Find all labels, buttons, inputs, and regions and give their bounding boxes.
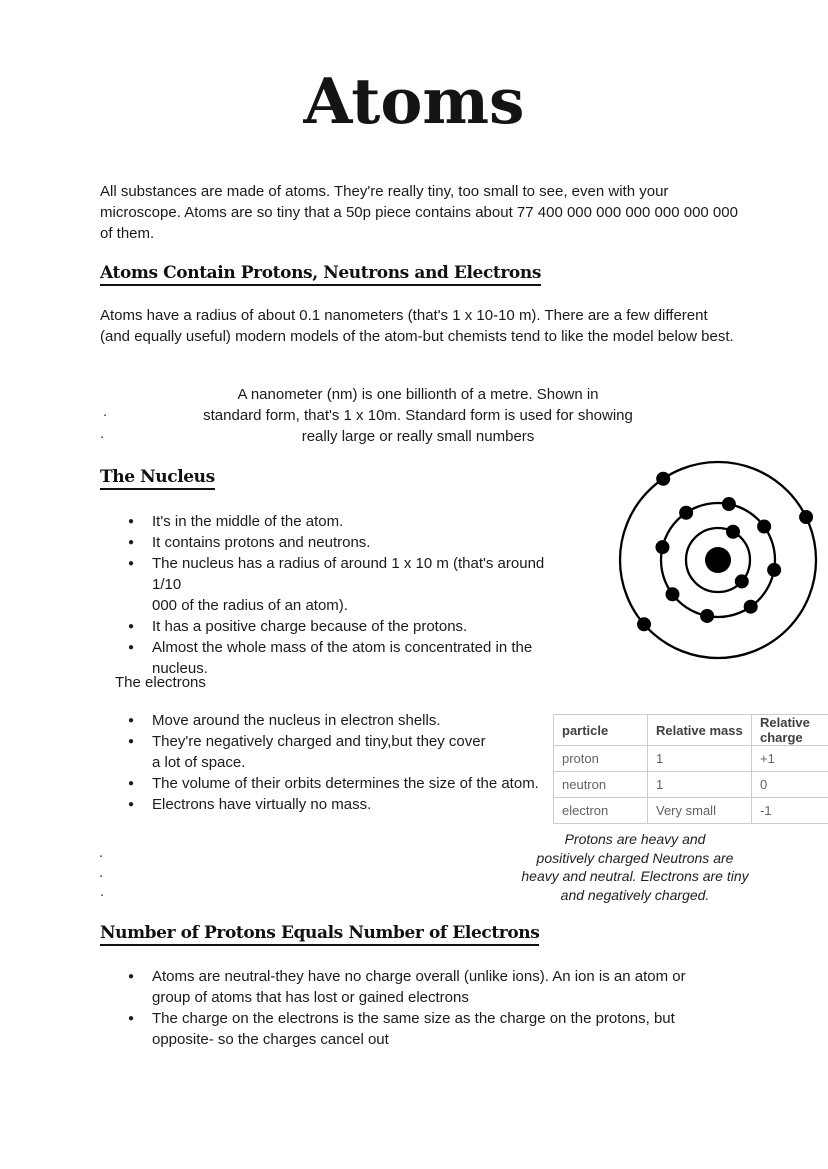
particle-dot	[655, 540, 669, 554]
table-header-cell: Relative charge	[752, 715, 828, 746]
intro-paragraph: All substances are made of atoms. They're really tiny, too small to see, even with your microscope. Atoms are so tiny that a 50p piece contains about 77 400 000 000 000 000 000 000 of them.	[100, 183, 738, 242]
section-heading-protons-electrons: Number of Protons Equals Number of Electrons	[100, 922, 539, 944]
table-row	[554, 772, 828, 798]
section-heading-nucleus: The Nucleus	[100, 466, 215, 488]
table-cell: 1	[648, 772, 752, 798]
particle-dot	[656, 472, 670, 486]
particle-caption: Protons are heavy and positively charged Neutrons are heavy and neutral. Electrons are tiny and negatively charged.	[521, 831, 749, 903]
bullet-item: ● The nucleus has a radius of around 1 x 10 m (that's around 1/10 000 of the radius of an atom).	[125, 553, 565, 616]
table-cell: neutron	[554, 772, 648, 798]
particle-properties-table	[553, 714, 828, 824]
particle-dot	[637, 617, 651, 631]
particle-dot	[767, 563, 781, 577]
protons-electrons-bullet-list	[125, 966, 750, 1050]
particle-dot	[679, 506, 693, 520]
bullet-item: ● Almost the whole mass of the atom is concentrated in the nucleus.	[125, 637, 565, 679]
electrons-subheading: The electrons	[115, 674, 206, 691]
stray-period: .	[100, 883, 105, 900]
table-cell: 0	[752, 772, 828, 798]
particle-dot	[705, 547, 731, 573]
bullet-item: ● Move around the nucleus in electron shells.	[125, 710, 565, 731]
particle-dot	[665, 587, 679, 601]
table-header-cell: Relative mass	[648, 715, 752, 746]
stray-period: .	[103, 403, 108, 420]
table-row	[554, 746, 828, 772]
bullet-item: ● They're negatively charged and tiny,but they cover a lot of space.	[125, 731, 565, 773]
bullet-item: ● It's in the middle of the atom.	[125, 511, 565, 532]
table-header-row	[554, 715, 828, 746]
particle-dot	[726, 525, 740, 539]
particle-dot	[799, 510, 813, 524]
bohr-atom-diagram-icon	[612, 452, 824, 668]
table-header-cell: particle	[554, 715, 648, 746]
table-row	[554, 798, 828, 824]
table-cell: Very small	[648, 798, 752, 824]
bullet-item: ● It contains protons and neutrons.	[125, 532, 565, 553]
nanometer-note: A nanometer (nm) is one billionth of a metre. Shown in standard form, that's 1 x 10m. Standard form is used for showing really large or really small numbers	[203, 386, 633, 445]
stray-period: .	[100, 425, 105, 442]
bullet-item: ● The charge on the electrons is the same size as the charge on the protons, but opposite- so the charges cancel out	[125, 1008, 750, 1050]
table-cell: proton	[554, 746, 648, 772]
particle-dot	[757, 519, 771, 533]
bullet-item: ● Atoms are neutral-they have no charge overall (unlike ions). An ion is an atom or group of atoms that has lost or gained electrons	[125, 966, 750, 1008]
table-cell: 1	[648, 746, 752, 772]
nucleus-bullet-list	[125, 511, 565, 679]
bullet-item: ● The volume of their orbits determines the size of the atom.	[125, 773, 565, 794]
table-cell: +1	[752, 746, 828, 772]
particle-dot	[744, 600, 758, 614]
electron-bullet-list	[125, 710, 565, 815]
page-title: Atoms	[303, 64, 525, 138]
section-heading-structure: Atoms Contain Protons, Neutrons and Electrons	[100, 262, 541, 284]
particle-dot	[735, 574, 749, 588]
particle-dot	[722, 497, 736, 511]
stray-period: .	[99, 844, 104, 861]
table-cell: electron	[554, 798, 648, 824]
stray-period: .	[99, 864, 104, 881]
table-cell: -1	[752, 798, 828, 824]
bullet-item: ● It has a positive charge because of the protons.	[125, 616, 565, 637]
bullet-item: ● Electrons have virtually no mass.	[125, 794, 565, 815]
particle-dot	[700, 609, 714, 623]
radius-paragraph: Atoms have a radius of about 0.1 nanometers (that's 1 x 10-10 m). There are a few different (and equally useful) modern models of the atom-but chemists tend to like the model below best.	[100, 307, 734, 345]
